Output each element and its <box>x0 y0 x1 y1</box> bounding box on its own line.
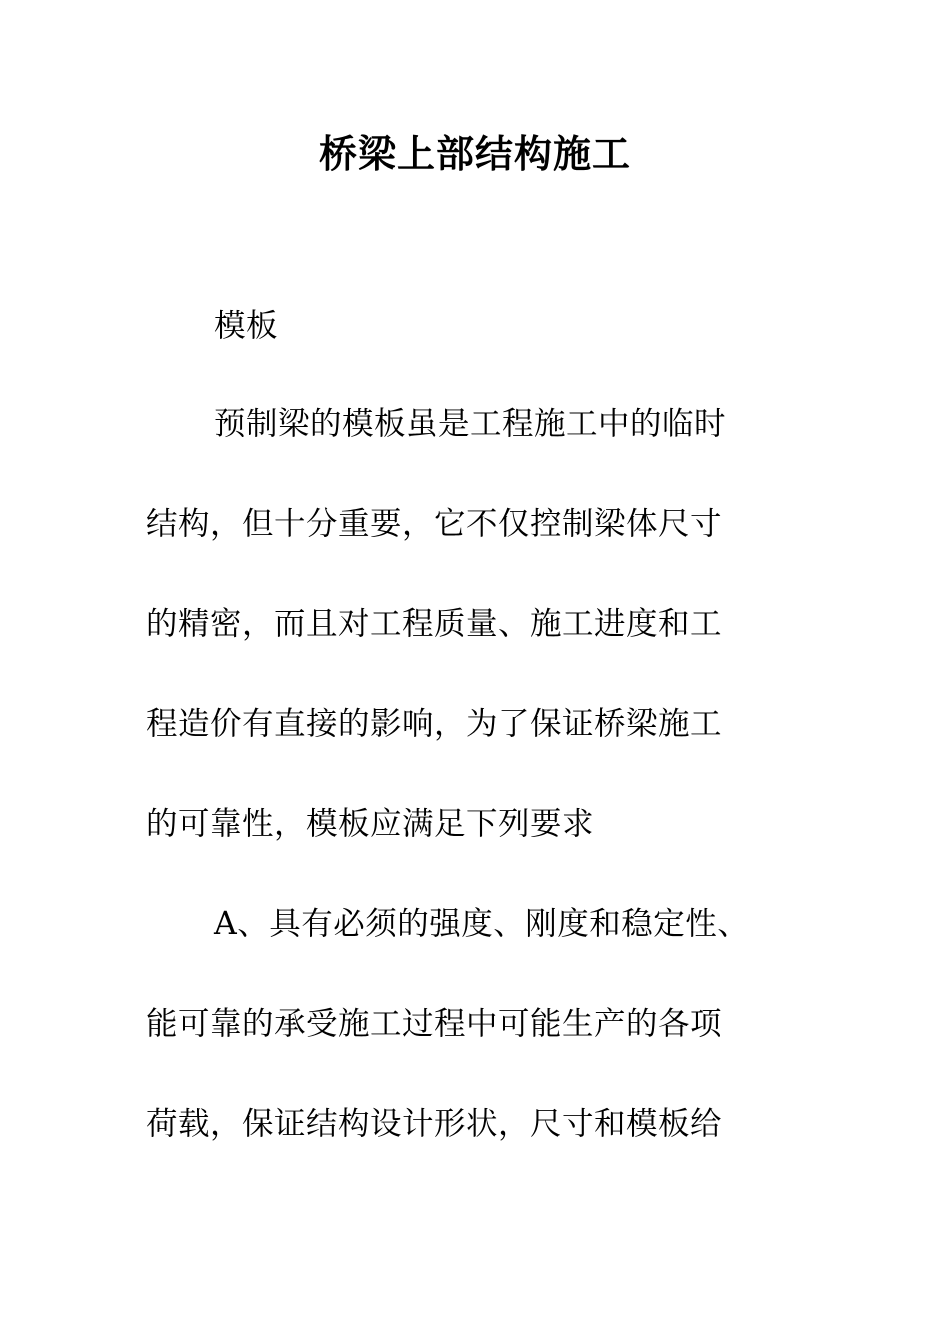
paragraph-line: 预制梁的模板虽是工程施工中的临时 <box>214 406 727 442</box>
document-title: 桥梁上部结构施工 <box>318 131 631 176</box>
paragraph-line: 能可靠的承受施工过程中可能生产的各项 <box>146 1006 723 1042</box>
paragraph-formwork-intro <box>146 374 786 874</box>
paragraph-line: 的可靠性，模板应满足下列要求 <box>146 806 595 842</box>
paragraph-line: 荷载，保证结构设计形状，尺寸和模板给 <box>146 1106 723 1142</box>
section-heading: 模板 <box>214 308 279 344</box>
paragraph-requirement-a <box>146 874 786 1174</box>
paragraph-line: 程造价有直接的影响，为了保证桥梁施工 <box>146 706 723 742</box>
paragraph-line: 的精密，而且对工程质量、施工进度和工 <box>146 606 723 642</box>
paragraph-line: 结构，但十分重要，它不仅控制梁体尺寸 <box>146 506 723 542</box>
paragraph-line: A、具有必须的强度、刚度和稳定性、 <box>214 906 750 942</box>
